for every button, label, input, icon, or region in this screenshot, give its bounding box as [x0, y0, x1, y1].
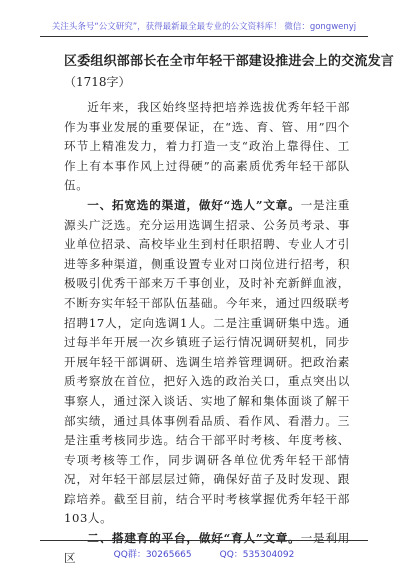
document-body: [64, 52, 395, 568]
qq-group: QQ群：30265665: [113, 550, 192, 560]
section-1-heading: 一、拓宽选的渠道，做好“选人”文章。: [87, 197, 301, 212]
page-footer: [40, 540, 368, 560]
document-title: 区委组织部部长在全市年轻干部建设推进会上的交流发言: [64, 54, 395, 69]
intro-paragraph: 近年来，我区始终坚持把培养选拔优秀年轻干部作为事业发展的重要保证，在“选、育、管、用”四个环节上精准发力，着力打造一支“政治上靠得住、工作上有本事作风上过得硬”的高素质优秀年轻干部队伍。: [64, 100, 350, 193]
qq-number: QQ：535304092: [219, 550, 295, 560]
section-1-paragraph: [64, 196, 350, 529]
section-1-text: 一是注重源头广泛选。充分运用选调生招录、公务员考录、事业单位招录、高校毕业生到村任职招聘、专业人才引进等多种渠道，侧重设置专业对口岗位进行招考，积极吸引优秀干部来万千事创业，及时补充新鲜血液，不断夯实年轻干部队伍基础。今年来，通过四级联考招聘17人，定向选调1人。二是注重调研集中选。通过每半年开展一次乡镇班子运行情况调研契机，同步开展年轻干部调研、选调生培养管理调研。把政治素质考察放在首位，把好入选的政治关口，重点突出以事察人，通过深入谈话、实地了解和集体面谈了解干部实绩，通过具体事例看品质、看作风、看潜力。三是注重考核同步选。结合干部平时考核、年度考核、专项考核等工作，同步调研各单位优秀年轻干部情况，对年轻干部层层过筛，确保好苗子及时发现、跟踪培养。截至目前，结合平时考核掌握优秀年轻干部103人。: [64, 197, 350, 526]
section-2-text: 一是利用区: [64, 531, 350, 565]
header-divider: [40, 36, 368, 37]
section-2-heading: 二、搭建育的平台，做好“育人”文章。: [87, 531, 301, 546]
page-header: 关注头条号“公文研究”，获得最新最全最专业的公文资料库！ 微信：gongwenyj: [51, 22, 357, 32]
word-count: （1718字）: [64, 75, 131, 89]
